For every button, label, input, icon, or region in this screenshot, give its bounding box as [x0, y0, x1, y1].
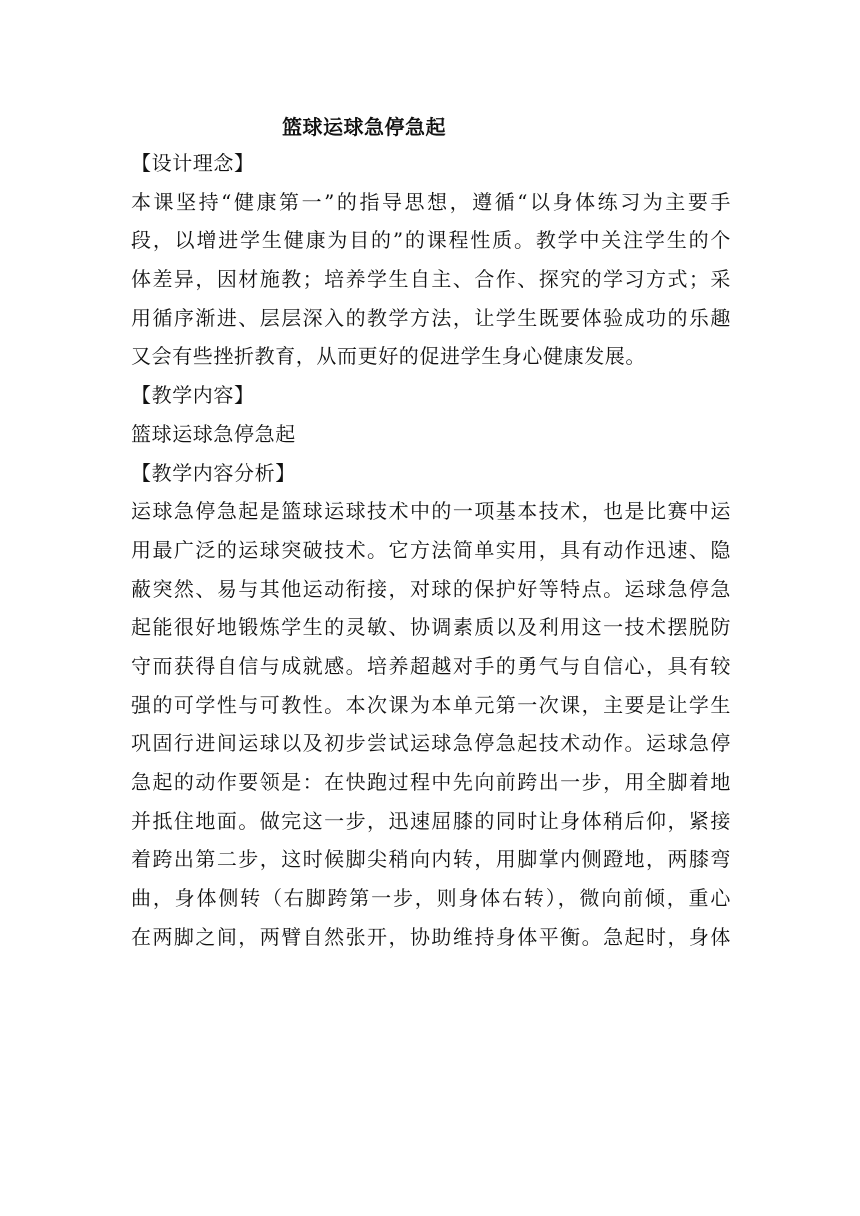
paragraph-line: 巩固行进间运球以及初步尝试运球急停急起技术动作。运球急停 — [131, 731, 731, 756]
paragraph-line: 运球急停急起是篮球运球技术中的一项基本技术，也是比赛中运 — [131, 499, 731, 524]
paragraph-line: 段，以增进学生健康为目的”的课程性质。教学中关注学生的个 — [131, 228, 731, 253]
paragraph-line: 体差异，因材施教；培养学生自主、合作、探究的学习方式；采 — [131, 267, 731, 292]
design-concept-paragraph — [131, 183, 731, 376]
paragraph-line: 着跨出第二步，这时候脚尖稍向内转，用脚掌内侧蹬地，两膝弯 — [131, 847, 731, 872]
content-analysis-paragraph — [131, 492, 731, 956]
teaching-content-text: 篮球运球急停急起 — [131, 421, 296, 446]
paragraph-line: 用最广泛的运球突破技术。它方法简单实用，具有动作迅速、隐 — [131, 537, 731, 562]
section-heading-teaching-content: 【教学内容】 — [131, 383, 255, 408]
document-title: 篮球运球急停急起 — [282, 115, 446, 139]
paragraph-line: 曲，身体侧转（右脚跨第一步，则身体右转），微向前倾，重心 — [131, 886, 731, 911]
document-page — [131, 112, 731, 956]
paragraph-line: 并抵住地面。做完这一步，迅速屈膝的同时让身体稍后仰，紧接 — [131, 808, 731, 833]
paragraph-line: 本课坚持“健康第一”的指导思想，遵循“以身体练习为主要手 — [131, 189, 731, 214]
paragraph-line: 急起的动作要领是：在快跑过程中先向前跨出一步，用全脚着地 — [131, 770, 731, 794]
paragraph-line: 起能很好地锻炼学生的灵敏、协调素质以及利用这一技术摆脱防 — [131, 615, 731, 640]
section-heading-design-concept: 【设计理念】 — [131, 151, 255, 175]
paragraph-line: 守而获得自信与成就感。培养超越对手的勇气与自信心，具有较 — [131, 653, 731, 678]
section-heading-content-analysis: 【教学内容分析】 — [131, 460, 296, 485]
paragraph-line: 在两脚之间，两臂自然张开，协助维持身体平衡。急起时，身体 — [131, 924, 731, 949]
paragraph-line: 蔽突然、易与其他运动衔接，对球的保护好等特点。运球急停急 — [131, 576, 731, 601]
paragraph-line: 又会有些挫折教育，从而更好的促进学生身心健康发展。 — [131, 344, 646, 369]
paragraph-line: 用循序渐进、层层深入的教学方法，让学生既要体验成功的乐趣 — [131, 305, 731, 330]
paragraph-line: 强的可学性与可教性。本次课为本单元第一次课，主要是让学生 — [131, 692, 731, 717]
